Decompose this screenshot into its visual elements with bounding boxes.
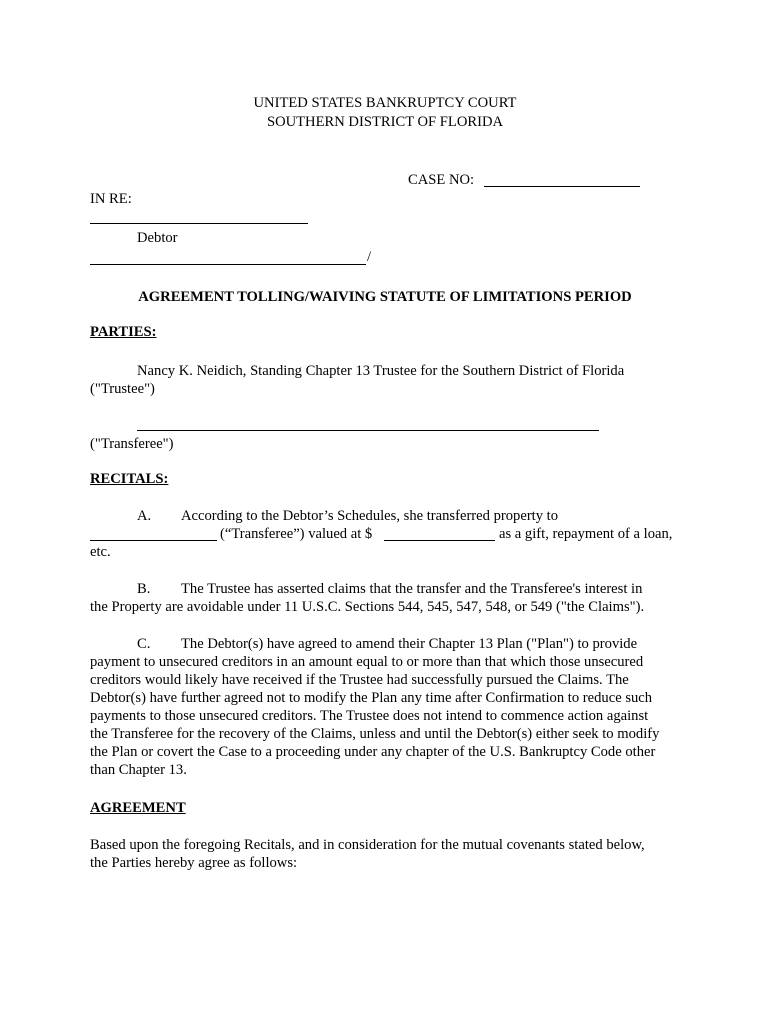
debtor-label: Debtor — [137, 230, 178, 246]
recital-b-letter: B. — [137, 581, 151, 597]
court-name: UNITED STATES BANKRUPTCY COURT — [253, 95, 517, 111]
agreement-line-1: Based upon the foregoing Recitals, and in consideration for the mutual covenants stated below, — [90, 837, 645, 853]
trustee-line-2: ("Trustee") — [90, 381, 155, 397]
caption-rule — [90, 264, 366, 265]
recital-a-line-1: According to the Debtor’s Schedules, she transferred property to — [181, 508, 559, 524]
trustee-line-1: Nancy K. Neidich, Standing Chapter 13 Trustee for the Southern District of Florida — [137, 363, 625, 379]
debtor-name-blank[interactable] — [90, 223, 308, 224]
recital-b-line-1: The Trustee has asserted claims that the transfer and the Transferee's interest in — [181, 581, 643, 597]
recital-a-line-3: etc. — [90, 544, 111, 560]
case-no-blank[interactable] — [484, 186, 640, 187]
value-blank[interactable] — [384, 540, 495, 541]
district-name: SOUTHERN DISTRICT OF FLORIDA — [266, 114, 504, 130]
recital-a-letter: A. — [137, 508, 152, 524]
recital-c-line: the Plan or covert the Case to a proceeding under any chapter of the U.S. Bankruptcy Code other — [90, 744, 656, 760]
caption-slash: / — [367, 249, 372, 265]
recitals-heading: RECITALS: — [90, 471, 169, 487]
transferee-name-blank[interactable] — [137, 430, 599, 431]
recital-c-line: Debtor(s) have further agreed not to modify the Plan any time after Confirmation to reduce such — [90, 690, 653, 706]
parties-heading: PARTIES: — [90, 324, 157, 340]
agreement-line-2: the Parties hereby agree as follows: — [90, 855, 298, 871]
in-re-label: IN RE: — [90, 191, 132, 207]
case-no-label: CASE NO: — [408, 172, 475, 188]
recital-c-line-1: The Debtor(s) have agreed to amend their Chapter 13 Plan ("Plan") to provide — [181, 636, 638, 652]
recital-b-line-2: the Property are avoidable under 11 U.S.C. Sections 544, 545, 547, 548, or 549 ("the Claims"). — [90, 599, 645, 615]
agreement-heading: AGREEMENT — [90, 800, 186, 816]
document-title: AGREEMENT TOLLING/WAIVING STATUTE OF LIMITATIONS PERIOD — [138, 289, 632, 305]
transferee-blank[interactable] — [90, 540, 217, 541]
recital-a-line-2-end: as a gift, repayment of a loan, — [499, 526, 673, 542]
transferee-label: ("Transferee") — [90, 436, 174, 452]
recital-c-letter: C. — [137, 636, 151, 652]
recital-c-line: than Chapter 13. — [90, 762, 187, 778]
recital-c-line: the Transferee for the recovery of the Claims, unless and until the Debtor(s) either seek to modify — [90, 726, 660, 742]
recital-c-line: creditors would likely have received if the Trustee had successfully pursued the Claims. The — [90, 672, 629, 688]
recital-a-line-2: (“Transferee”) valued at $ — [220, 526, 373, 542]
recital-c-line: payment to unsecured creditors in an amount equal to or more than that which those unsecured — [90, 654, 644, 670]
recital-c-line: payments to those unsecured creditors. The Trustee does not intend to commence action against — [90, 708, 649, 724]
